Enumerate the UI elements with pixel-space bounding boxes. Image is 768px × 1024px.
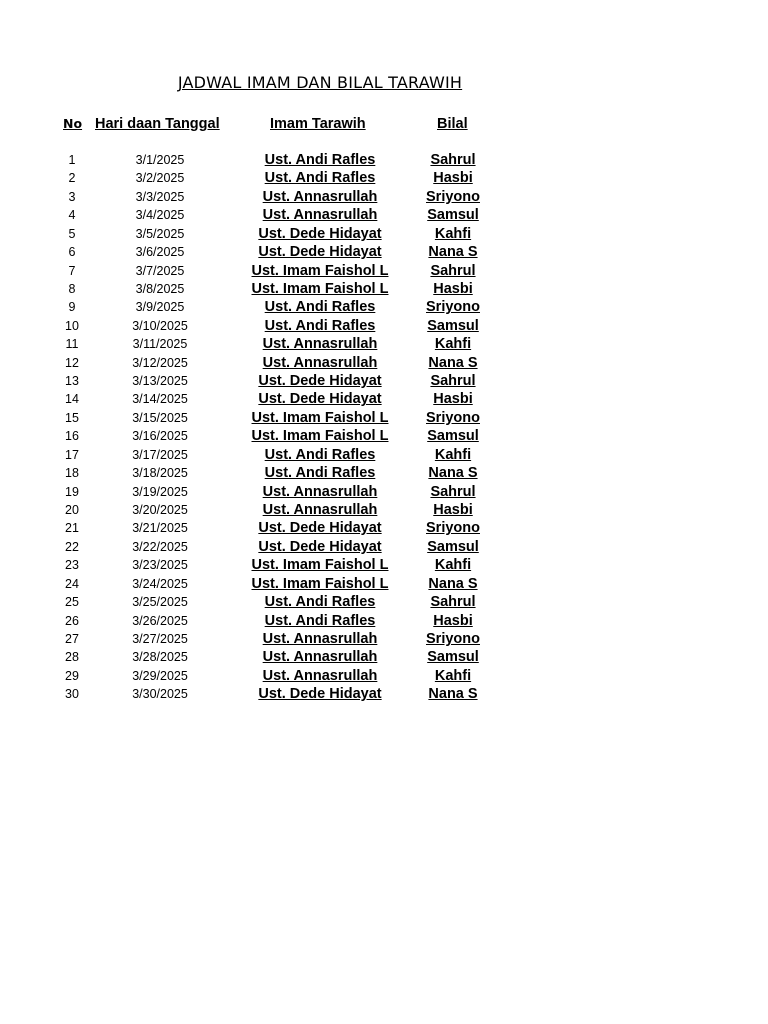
cell-date: 3/10/2025 bbox=[132, 318, 188, 333]
cell-imam: Ust. Annasrullah bbox=[262, 483, 378, 500]
cell-imam: Ust. Dede Hidayat bbox=[258, 538, 382, 555]
cell-bilal: Samsul bbox=[427, 538, 479, 555]
cell-no: 21 bbox=[65, 521, 79, 536]
cell-no: 23 bbox=[65, 558, 79, 573]
cell-date: 3/9/2025 bbox=[135, 300, 185, 315]
cell-bilal: Sriyono bbox=[426, 520, 480, 537]
cell-bilal: Hasbi bbox=[433, 280, 473, 297]
cell-imam: Ust. Dede Hidayat bbox=[258, 225, 382, 242]
cell-imam: Ust. Annasrullah bbox=[262, 649, 378, 666]
cell-no: 30 bbox=[65, 687, 79, 702]
table-row bbox=[0, 519, 768, 537]
cell-date: 3/16/2025 bbox=[132, 429, 188, 444]
document-title: JADWAL IMAM DAN BILAL TARAWIH bbox=[177, 73, 463, 92]
cell-no: 20 bbox=[65, 503, 79, 518]
table-row bbox=[0, 575, 768, 593]
cell-bilal: Nana S bbox=[428, 244, 478, 261]
table-row bbox=[0, 409, 768, 427]
cell-bilal: Kahfi bbox=[434, 336, 472, 353]
table-row bbox=[0, 372, 768, 390]
cell-no: 28 bbox=[65, 650, 79, 665]
cell-no: 14 bbox=[65, 392, 79, 407]
cell-date: 3/13/2025 bbox=[132, 374, 188, 389]
cell-imam: Ust. Imam Faishol L bbox=[251, 280, 389, 297]
cell-date: 3/28/2025 bbox=[132, 650, 188, 665]
cell-date: 3/6/2025 bbox=[135, 245, 185, 260]
cell-imam: Ust. Dede Hidayat bbox=[258, 373, 382, 390]
cell-bilal: Kahfi bbox=[434, 225, 472, 242]
cell-date: 3/21/2025 bbox=[132, 521, 188, 536]
cell-no: 1 bbox=[68, 153, 76, 167]
cell-bilal: Hasbi bbox=[433, 170, 473, 187]
cell-date: 3/27/2025 bbox=[132, 631, 188, 646]
cell-date: 3/1/2025 bbox=[135, 153, 185, 167]
cell-bilal: Sriyono bbox=[426, 409, 480, 426]
cell-bilal: Kahfi bbox=[434, 446, 472, 463]
table-row bbox=[0, 538, 768, 556]
table-row bbox=[0, 483, 768, 501]
cell-bilal: Hasbi bbox=[433, 391, 473, 408]
cell-imam: Ust. Andi Rafles bbox=[264, 446, 376, 463]
table-row bbox=[0, 630, 768, 648]
cell-date: 3/4/2025 bbox=[135, 208, 185, 223]
cell-bilal: Nana S bbox=[428, 465, 478, 482]
table-row bbox=[0, 169, 768, 187]
table-row bbox=[0, 298, 768, 316]
cell-date: 3/5/2025 bbox=[135, 226, 185, 241]
cell-date: 3/20/2025 bbox=[132, 503, 188, 518]
cell-bilal: Hasbi bbox=[433, 502, 473, 519]
cell-bilal: Kahfi bbox=[434, 557, 472, 574]
cell-imam: Ust. Imam Faishol L bbox=[251, 575, 389, 592]
cell-no: 5 bbox=[68, 226, 76, 241]
cell-bilal: Samsul bbox=[427, 317, 479, 334]
cell-imam: Ust. Imam Faishol L bbox=[251, 428, 389, 445]
cell-bilal: Hasbi bbox=[433, 612, 473, 629]
cell-no: 13 bbox=[65, 374, 79, 389]
column-header-imam: Imam Tarawih bbox=[270, 116, 366, 132]
table-row bbox=[0, 390, 768, 408]
column-header-date: Hari daan Tanggal bbox=[95, 116, 220, 132]
cell-date: 3/18/2025 bbox=[132, 466, 188, 481]
cell-no: 15 bbox=[65, 410, 79, 425]
cell-bilal: Samsul bbox=[427, 649, 479, 666]
cell-no: 24 bbox=[65, 576, 79, 591]
cell-no: 19 bbox=[65, 484, 79, 499]
cell-no: 6 bbox=[68, 245, 76, 260]
cell-no: 22 bbox=[65, 539, 79, 554]
cell-bilal: Sahrul bbox=[430, 262, 476, 279]
cell-no: 29 bbox=[65, 668, 79, 683]
cell-imam: Ust. Dede Hidayat bbox=[258, 520, 382, 537]
cell-imam: Ust. Imam Faishol L bbox=[251, 557, 389, 574]
cell-imam: Ust. Annasrullah bbox=[262, 667, 378, 684]
cell-bilal: Kahfi bbox=[434, 667, 472, 684]
cell-bilal: Nana S bbox=[428, 575, 478, 592]
table-row bbox=[0, 335, 768, 353]
cell-imam: Ust. Andi Rafles bbox=[264, 170, 376, 187]
cell-bilal: Sahrul bbox=[430, 373, 476, 390]
table-row bbox=[0, 151, 768, 169]
table-row bbox=[0, 188, 768, 206]
cell-imam: Ust. Andi Rafles bbox=[264, 465, 376, 482]
table-row bbox=[0, 612, 768, 630]
cell-no: 27 bbox=[65, 631, 79, 646]
cell-no: 26 bbox=[65, 613, 79, 628]
cell-imam: Ust. Imam Faishol L bbox=[251, 262, 389, 279]
table-row bbox=[0, 225, 768, 243]
table-row bbox=[0, 262, 768, 280]
table-row bbox=[0, 464, 768, 482]
cell-bilal: Samsul bbox=[427, 428, 479, 445]
cell-bilal: Sahrul bbox=[430, 152, 476, 168]
cell-date: 3/17/2025 bbox=[132, 447, 188, 462]
table-row bbox=[0, 243, 768, 261]
cell-date: 3/11/2025 bbox=[132, 337, 188, 352]
cell-bilal: Sriyono bbox=[426, 630, 480, 647]
table-row bbox=[0, 667, 768, 685]
cell-no: 2 bbox=[68, 171, 76, 186]
cell-bilal: Sriyono bbox=[426, 299, 480, 316]
table-row bbox=[0, 427, 768, 445]
cell-no: 25 bbox=[65, 595, 79, 610]
cell-date: 3/24/2025 bbox=[132, 576, 188, 591]
cell-imam: Ust. Andi Rafles bbox=[264, 299, 376, 316]
column-header-bilal: Bilal bbox=[437, 116, 468, 132]
table-row bbox=[0, 501, 768, 519]
table-row bbox=[0, 648, 768, 666]
cell-date: 3/30/2025 bbox=[132, 687, 188, 702]
cell-date: 3/14/2025 bbox=[132, 392, 188, 407]
cell-imam: Ust. Annasrullah bbox=[262, 188, 378, 205]
table-row bbox=[0, 556, 768, 574]
cell-imam: Ust. Andi Rafles bbox=[264, 317, 376, 334]
cell-imam: Ust. Imam Faishol L bbox=[251, 409, 389, 426]
cell-imam: Ust. Annasrullah bbox=[262, 336, 378, 353]
cell-imam: Ust. Andi Rafles bbox=[264, 152, 376, 168]
cell-date: 3/12/2025 bbox=[132, 355, 188, 370]
table-row bbox=[0, 685, 768, 703]
cell-imam: Ust. Annasrullah bbox=[262, 207, 378, 224]
cell-date: 3/7/2025 bbox=[135, 263, 185, 278]
cell-no: 17 bbox=[65, 447, 79, 462]
cell-no: 3 bbox=[68, 189, 76, 204]
cell-no: 18 bbox=[65, 466, 79, 481]
cell-date: 3/19/2025 bbox=[132, 484, 188, 499]
cell-no: 10 bbox=[65, 318, 79, 333]
cell-imam: Ust. Andi Rafles bbox=[264, 594, 376, 611]
cell-date: 3/3/2025 bbox=[135, 189, 185, 204]
cell-date: 3/26/2025 bbox=[132, 613, 188, 628]
column-header-no: No bbox=[63, 116, 83, 131]
cell-date: 3/22/2025 bbox=[132, 539, 188, 554]
cell-imam: Ust. Andi Rafles bbox=[264, 612, 376, 629]
cell-no: 8 bbox=[68, 281, 76, 296]
cell-bilal: Nana S bbox=[428, 354, 478, 371]
cell-bilal: Sriyono bbox=[426, 188, 480, 205]
table-row bbox=[0, 446, 768, 464]
cell-date: 3/29/2025 bbox=[132, 668, 188, 683]
cell-imam: Ust. Dede Hidayat bbox=[258, 686, 382, 703]
cell-no: 16 bbox=[65, 429, 79, 444]
table-row bbox=[0, 280, 768, 298]
table-row bbox=[0, 317, 768, 335]
cell-date: 3/15/2025 bbox=[132, 410, 188, 425]
cell-date: 3/23/2025 bbox=[132, 558, 188, 573]
cell-no: 12 bbox=[65, 355, 79, 370]
cell-bilal: Nana S bbox=[428, 686, 478, 703]
cell-bilal: Sahrul bbox=[430, 483, 476, 500]
cell-no: 7 bbox=[68, 263, 76, 278]
cell-date: 3/25/2025 bbox=[132, 595, 188, 610]
cell-bilal: Samsul bbox=[427, 207, 479, 224]
cell-imam: Ust. Annasrullah bbox=[262, 354, 378, 371]
cell-date: 3/2/2025 bbox=[135, 171, 185, 186]
table-row bbox=[0, 354, 768, 372]
cell-imam: Ust. Dede Hidayat bbox=[258, 244, 382, 261]
schedule-table bbox=[0, 151, 768, 704]
cell-no: 9 bbox=[68, 300, 76, 315]
table-row bbox=[0, 206, 768, 224]
cell-date: 3/8/2025 bbox=[135, 281, 185, 296]
cell-imam: Ust. Annasrullah bbox=[262, 502, 378, 519]
cell-bilal: Sahrul bbox=[430, 594, 476, 611]
cell-no: 11 bbox=[65, 337, 79, 352]
cell-imam: Ust. Annasrullah bbox=[262, 630, 378, 647]
cell-imam: Ust. Dede Hidayat bbox=[258, 391, 382, 408]
cell-no: 4 bbox=[68, 208, 76, 223]
table-row bbox=[0, 593, 768, 611]
